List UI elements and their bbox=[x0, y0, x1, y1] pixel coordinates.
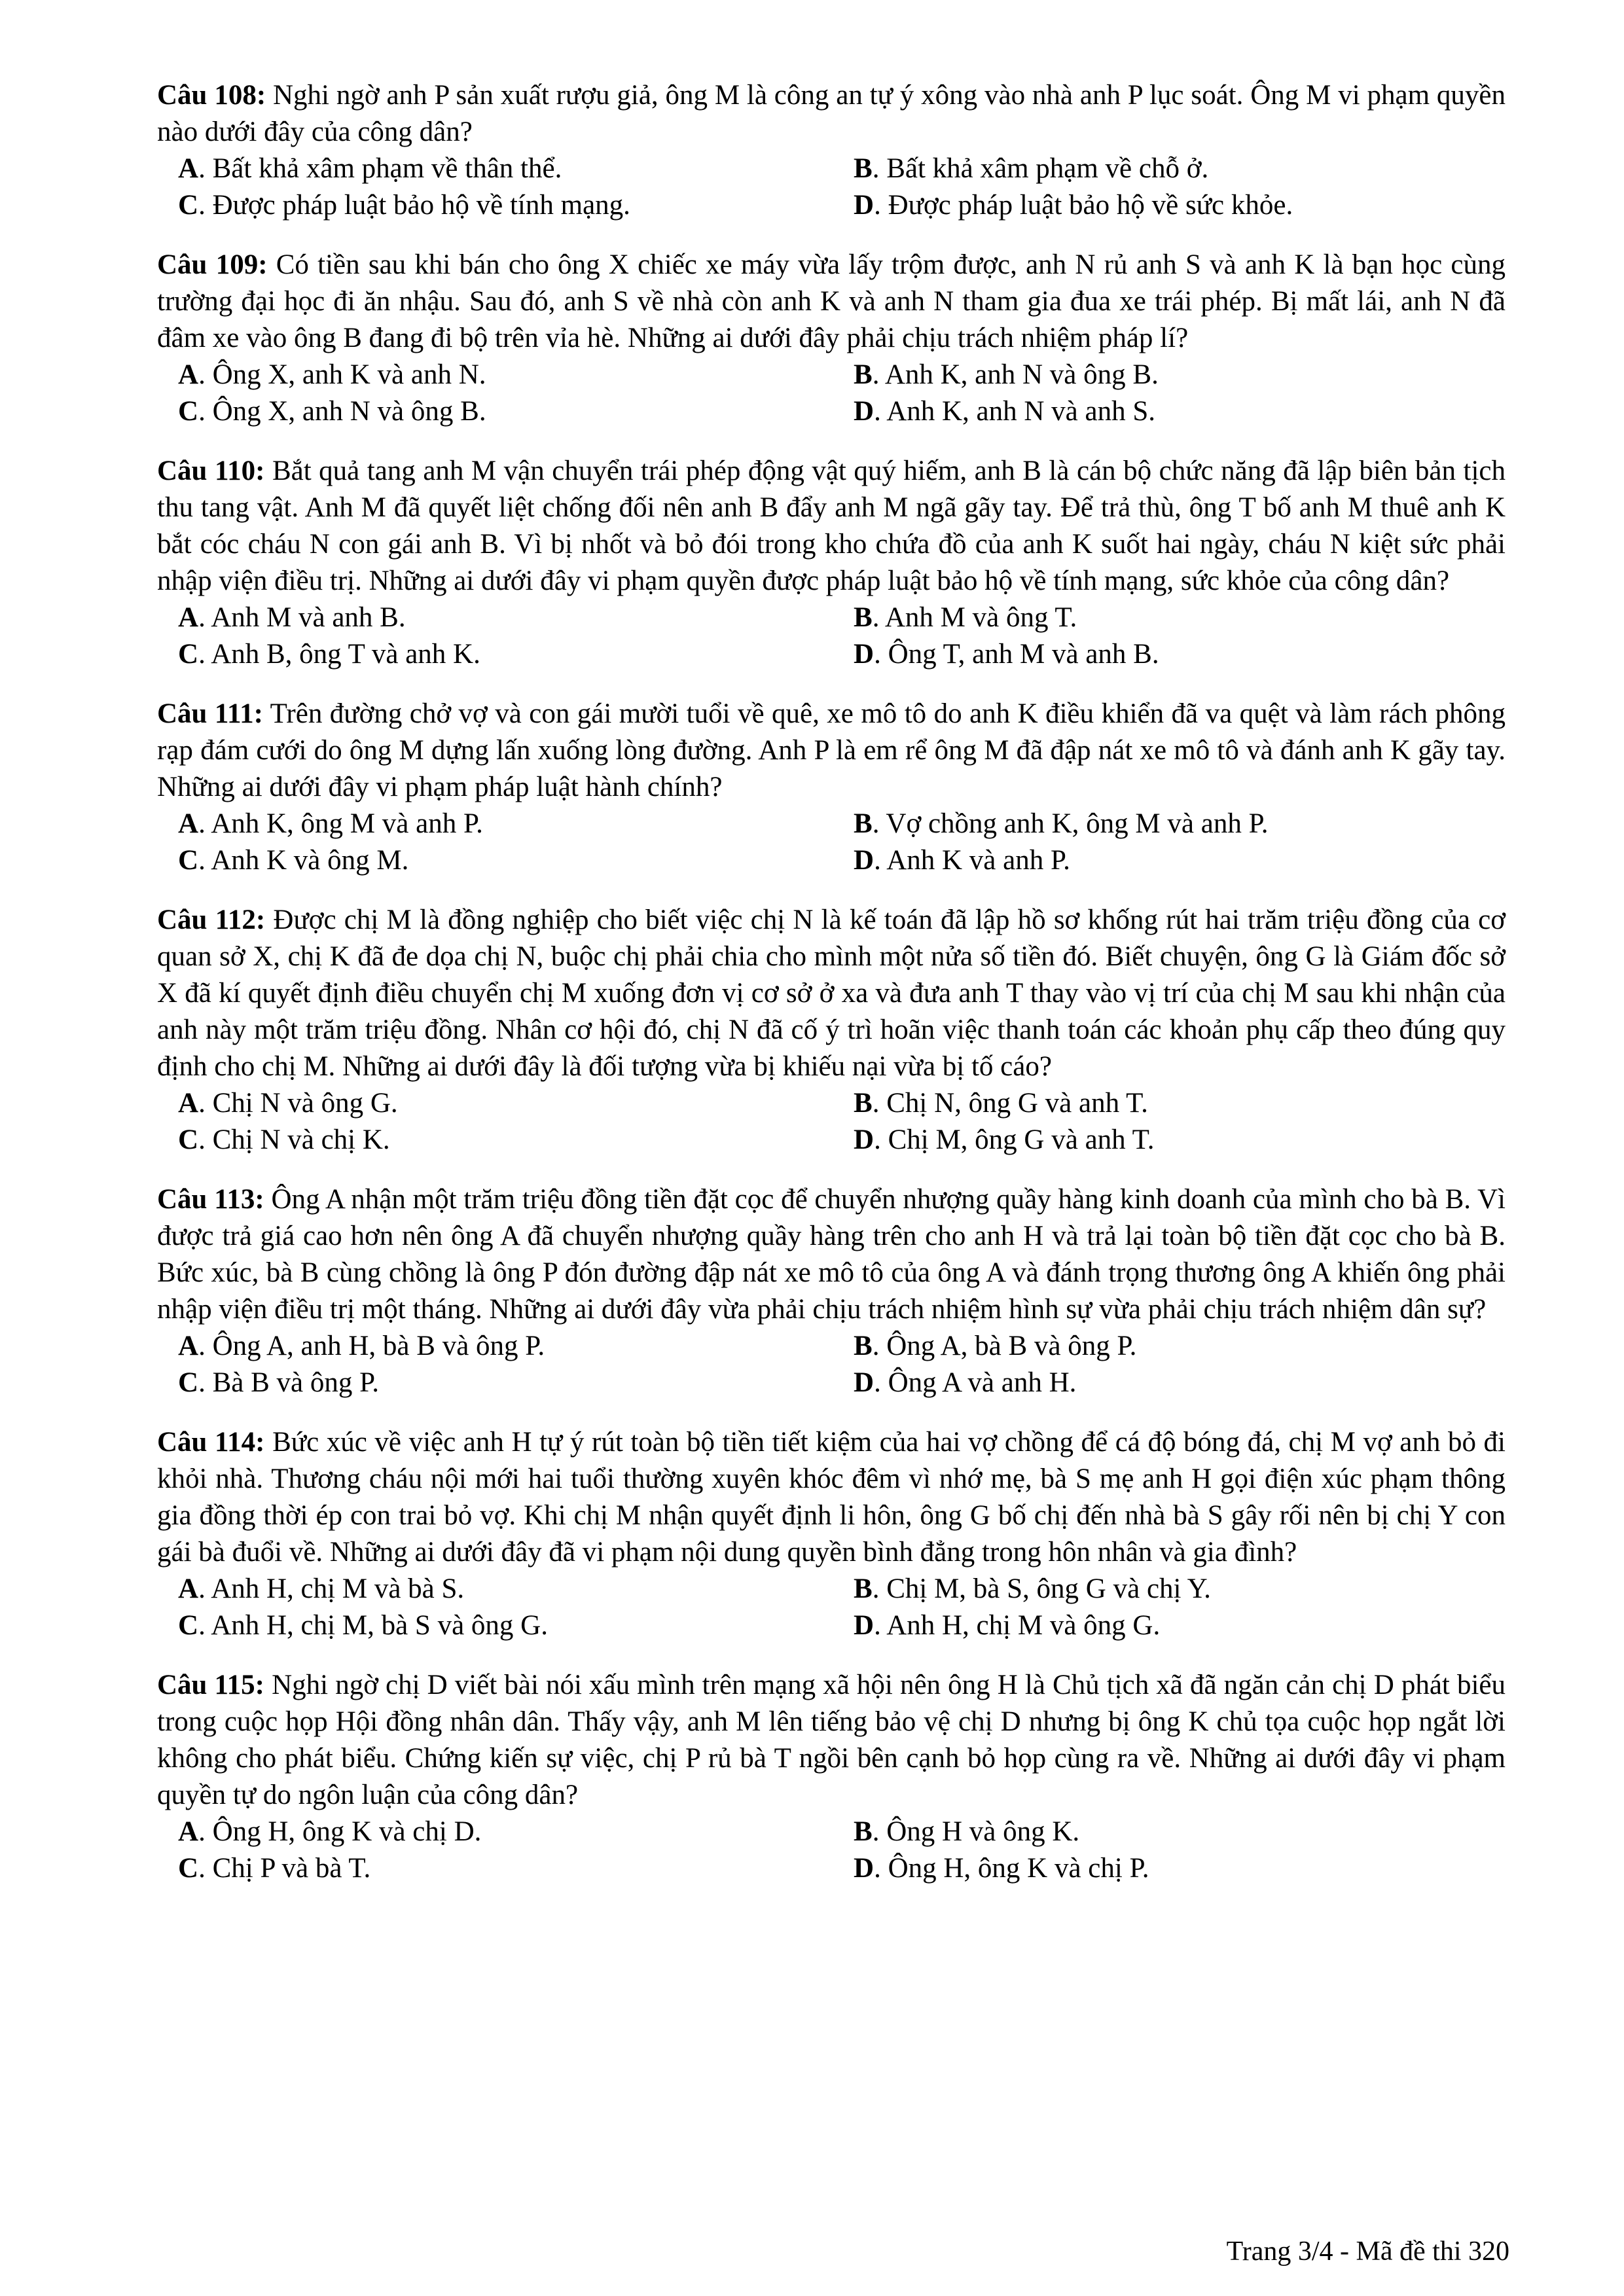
question-stem bbox=[157, 1424, 1506, 1571]
question-stem bbox=[157, 696, 1506, 806]
question-number: Câu 114: bbox=[157, 1427, 265, 1458]
question-text: Nghi ngờ anh P sản xuất rượu giả, ông M là công an tự ý xông vào nhà anh P lục soát. Ông M vi phạm quyền nào dưới đây của công dân? bbox=[157, 80, 1506, 147]
question-number: Câu 112: bbox=[157, 905, 266, 935]
question-text: Trên đường chở vợ và con gái mười tuổi về quê, xe mô tô do anh K điều khiển đã va quệt và làm rách phông rạp đám cưới do ông M dựng lấn xuống lòng đường. Anh P là em rể ông M đã đập nát xe mô tô và đánh anh K gãy tay. Những ai dưới đây vi phạm pháp luật hành chính? bbox=[157, 698, 1506, 802]
exam-page bbox=[157, 77, 1506, 1910]
option-d: D. Chị M, ông G và anh T. bbox=[854, 1124, 1155, 1155]
question-109 bbox=[157, 247, 1506, 430]
option-d: D. Ông T, anh M và anh B. bbox=[854, 639, 1159, 670]
option-d: D. Được pháp luật bảo hộ về sức khỏe. bbox=[854, 190, 1293, 221]
option-d: D. Ông H, ông K và chị P. bbox=[854, 1853, 1149, 1884]
option-d: D. Anh H, chị M và ông G. bbox=[854, 1610, 1161, 1641]
question-number: Câu 115: bbox=[157, 1670, 265, 1700]
option-d: D. Anh K và anh P. bbox=[854, 845, 1070, 876]
question-stem bbox=[157, 77, 1506, 151]
question-text: Nghi ngờ chị D viết bài nói xấu mình trên mạng xã hội nên ông H là Chủ tịch xã đã ngăn cản chị D phát biểu trong cuộc họp Hội đồng nhân dân. Thấy vậy, anh M lên tiếng bảo vệ chị D nhưng bị ông K chủ tọa cuộc họp ngắt lời không cho phát biểu. Chứng kiến sự việc, chị P rủ bà T ngồi bên cạnh bỏ họp cùng ra về. Những ai dưới đây vi phạm quyền tự do ngôn luận của công dân? bbox=[157, 1670, 1506, 1810]
option-d: D. Anh K, anh N và anh S. bbox=[854, 396, 1156, 427]
question-stem bbox=[157, 902, 1506, 1085]
option-a: A. Ông A, anh H, bà B và ông P. bbox=[178, 1331, 545, 1361]
option-a: A. Anh H, chị M và bà S. bbox=[178, 1573, 465, 1604]
question-111 bbox=[157, 696, 1506, 879]
option-d: D. Ông A và anh H. bbox=[854, 1367, 1077, 1398]
answer-options bbox=[157, 600, 1506, 673]
question-number: Câu 108: bbox=[157, 80, 266, 111]
option-b: B. Anh K, anh N và ông B. bbox=[854, 359, 1159, 390]
question-number: Câu 109: bbox=[157, 249, 268, 280]
option-b: B. Ông H và ông K. bbox=[854, 1816, 1080, 1847]
question-112 bbox=[157, 902, 1506, 1158]
question-number: Câu 113: bbox=[157, 1184, 264, 1215]
question-number: Câu 110: bbox=[157, 456, 265, 486]
option-b: B. Anh M và ông T. bbox=[854, 602, 1077, 633]
answer-options bbox=[157, 1814, 1506, 1887]
question-text: Ông A nhận một trăm triệu đồng tiền đặt cọc để chuyển nhượng quầy hàng kinh doanh của mình cho bà B. Vì được trả giá cao hơn nên ông A đã chuyển nhượng quầy hàng trên cho anh H và trả lại toàn bộ tiền đặt cọc cho bà B. Bức xúc, bà B cùng chồng là ông P đón đường đập nát xe mô tô của ông A và đánh trọng thương ông A khiến ông phải nhập viện điều trị một tháng. Những ai dưới đây vừa phải chịu trách nhiệm hình sự vừa phải chịu trách nhiệm dân sự? bbox=[157, 1184, 1506, 1325]
option-c: C. Anh H, chị M, bà S và ông G. bbox=[178, 1610, 548, 1641]
option-a: A. Ông H, ông K và chị D. bbox=[178, 1816, 482, 1847]
question-stem bbox=[157, 453, 1506, 600]
option-b: B. Bất khả xâm phạm về chỗ ở. bbox=[854, 153, 1209, 184]
question-number: Câu 111: bbox=[157, 698, 263, 729]
question-text: Bức xúc về việc anh H tự ý rút toàn bộ tiền tiết kiệm của hai vợ chồng để cá độ bóng đá, chị M vợ anh bỏ đi khỏi nhà. Thương cháu nội mới hai tuổi thường xuyên khóc đêm vì nhớ mẹ, bà S mẹ anh H gọi điện xúc phạm thông gia đồng thời ép con trai bỏ vợ. Khi chị M nhận quyết định li hôn, ông G bố chị đến nhà bà S gây rối nên bị chị Y con gái bà đuổi về. Những ai dưới đây đã vi phạm nội dung quyền bình đẳng trong hôn nhân và gia đình? bbox=[157, 1427, 1506, 1568]
answer-options bbox=[157, 1328, 1506, 1401]
option-a: A. Anh M và anh B. bbox=[178, 602, 406, 633]
answer-options bbox=[157, 357, 1506, 430]
option-a: A. Anh K, ông M và anh P. bbox=[178, 808, 483, 839]
option-c: C. Anh K và ông M. bbox=[178, 845, 409, 876]
question-text: Bắt quả tang anh M vận chuyển trái phép động vật quý hiếm, anh B là cán bộ chức năng đã lập biên bản tịch thu tang vật. Anh M đã quyết liệt chống đối nên anh B đẩy anh M ngã gãy tay. Để trả thù, ông T bố anh M thuê anh K bắt cóc cháu N con gái anh B. Vì bị nhốt và bỏ đói trong kho chứa đồ của anh K suốt hai ngày, cháu N kiệt sức phải nhập viện điều trị. Những ai dưới đây vi phạm quyền được pháp luật bảo hộ về tính mạng, sức khỏe của công dân? bbox=[157, 456, 1506, 596]
question-108 bbox=[157, 77, 1506, 224]
question-text: Có tiền sau khi bán cho ông X chiếc xe máy vừa lấy trộm được, anh N rủ anh S và anh K là bạn học cùng trường đại học đi ăn nhậu. Sau đó, anh S về nhà còn anh K và anh N tham gia đua xe trái phép. Bị mất lái, anh N đã đâm xe vào ông B đang đi bộ trên vỉa hè. Những ai dưới đây phải chịu trách nhiệm pháp lí? bbox=[157, 249, 1506, 353]
question-stem bbox=[157, 1181, 1506, 1328]
answer-options bbox=[157, 1085, 1506, 1158]
option-b: B. Chị N, ông G và anh T. bbox=[854, 1088, 1148, 1119]
page-footer: Trang 3/4 - Mã đề thi 320 bbox=[1226, 2236, 1509, 2267]
option-a: A. Chị N và ông G. bbox=[178, 1088, 398, 1119]
answer-options bbox=[157, 151, 1506, 224]
question-text: Được chị M là đồng nghiệp cho biết việc chị N là kế toán đã lập hồ sơ khống rút hai trăm triệu đồng của cơ quan sở X, chị K đã đe dọa chị N, buộc chị phải chia cho mình một nửa số tiền đó. Biết chuyện, ông G là Giám đốc sở X đã kí quyết định điều chuyển chị M xuống đơn vị cơ sở ở xa và đưa anh T thay vào vị trí của chị M sau khi nhận của anh này một trăm triệu đồng. Nhân cơ hội đó, chị N đã cố ý trì hoãn việc thanh toán các khoản phụ cấp theo đúng quy định cho chị M. Những ai dưới đây là đối tượng vừa bị khiếu nại vừa bị tố cáo? bbox=[157, 905, 1506, 1082]
question-stem bbox=[157, 1667, 1506, 1814]
option-b: B. Chị M, bà S, ông G và chị Y. bbox=[854, 1573, 1211, 1604]
question-110 bbox=[157, 453, 1506, 673]
option-c: C. Ông X, anh N và ông B. bbox=[178, 396, 486, 427]
option-a: A. Bất khả xâm phạm về thân thể. bbox=[178, 153, 562, 184]
question-115 bbox=[157, 1667, 1506, 1887]
question-114 bbox=[157, 1424, 1506, 1644]
option-c: C. Chị N và chị K. bbox=[178, 1124, 390, 1155]
question-stem bbox=[157, 247, 1506, 357]
option-a: A. Ông X, anh K và anh N. bbox=[178, 359, 486, 390]
answer-options bbox=[157, 806, 1506, 879]
option-b: B. Vợ chồng anh K, ông M và anh P. bbox=[854, 808, 1269, 839]
option-b: B. Ông A, bà B và ông P. bbox=[854, 1331, 1137, 1361]
question-113 bbox=[157, 1181, 1506, 1401]
option-c: C. Bà B và ông P. bbox=[178, 1367, 379, 1398]
option-c: C. Anh B, ông T và anh K. bbox=[178, 639, 480, 670]
answer-options bbox=[157, 1571, 1506, 1644]
option-c: C. Chị P và bà T. bbox=[178, 1853, 371, 1884]
option-c: C. Được pháp luật bảo hộ về tính mạng. bbox=[178, 190, 630, 221]
